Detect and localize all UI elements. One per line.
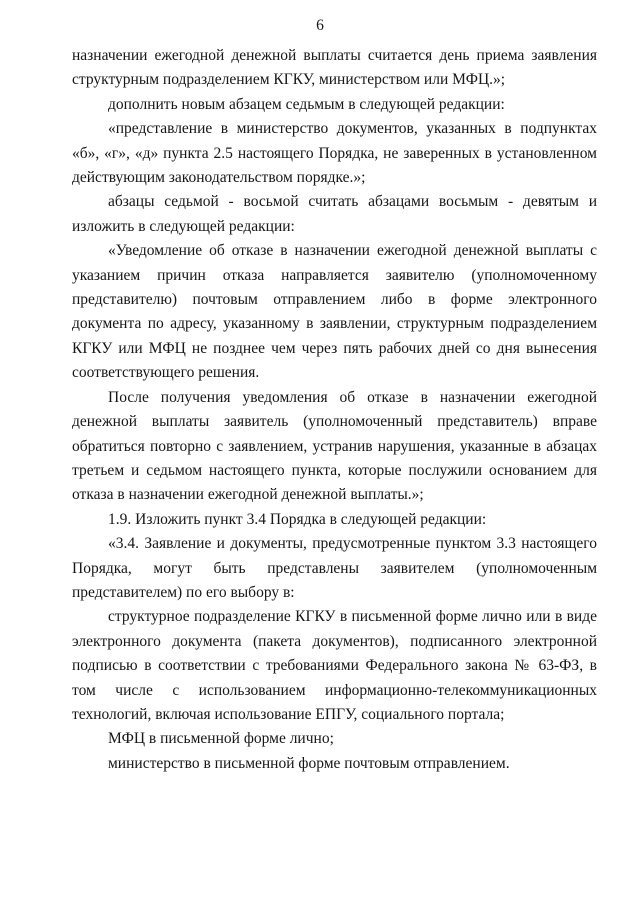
paragraph-refusal-notice: «Уведомление об отказе в назначении ежегодной денежной выплаты с указанием причин отказа направляется заявителю (уполномоченному представителю) почтовым отправлением либо в форме электронного документа по адресу, указанному в заявлении, структурным подразделением КГКУ или МФЦ не позднее чем через пять рабочих дней со дня вынесения соответствующего решения.: [72, 242, 597, 382]
paragraph-mfc-option: МФЦ в письменной форме лично;: [108, 730, 334, 748]
paragraph-continuation: назначении ежегодной денежной выплаты считается день приема заявления структурным подразделением КГКУ, министерством или МФЦ.»;: [72, 47, 597, 89]
paragraph-kgku-option: структурное подразделение КГКУ в письменной форме лично или в виде электронного документа (пакета документов), подписанного электронной подписью в соответствии с требованиями Федерального закона № 63-ФЗ, в том числе с использованием информационно-телекоммуникационных технологий, включая использование ЕПГУ, социального портала;: [72, 608, 597, 723]
paragraph-item-1-9: 1.9. Изложить пункт 3.4 Порядка в следующей редакции:: [108, 510, 487, 528]
paragraph-add-seventh: дополнить новым абзацем седьмым в следующей редакции:: [108, 95, 505, 113]
paragraph-repeat-application: После получения уведомления об отказе в назначении ежегодной денежной выплаты заявитель (уполномоченный представитель) вправе обратиться повторно с заявлением, устранив нарушения, указанные в абзацах третьем и седьмом настоящего пункта, которые послужили основанием для отказа в назначении ежегодной денежной выплаты.»;: [72, 388, 597, 504]
page-number: 6: [316, 17, 324, 34]
paragraph-ministry-option: министерство в письменной форме почтовым отправлением.: [108, 754, 510, 772]
paragraph-quoted-documents: «представление в министерство документов, указанных в подпунктах «б», «г», «д» пункта 2.5 настоящего Порядка, не заверенных в установленном действующим законодательством порядке.»;: [72, 120, 597, 187]
document-body: [72, 44, 597, 776]
paragraph-renumber: абзацы седьмой - восьмой считать абзацами восьмым - девятым и изложить в следующей редакции:: [72, 193, 597, 235]
paragraph-item-3-4: «3.4. Заявление и документы, предусмотренные пунктом 3.3 настоящего Порядка, могут быть представлены заявителем (уполномоченным представителем) по его выбору в:: [72, 535, 597, 601]
